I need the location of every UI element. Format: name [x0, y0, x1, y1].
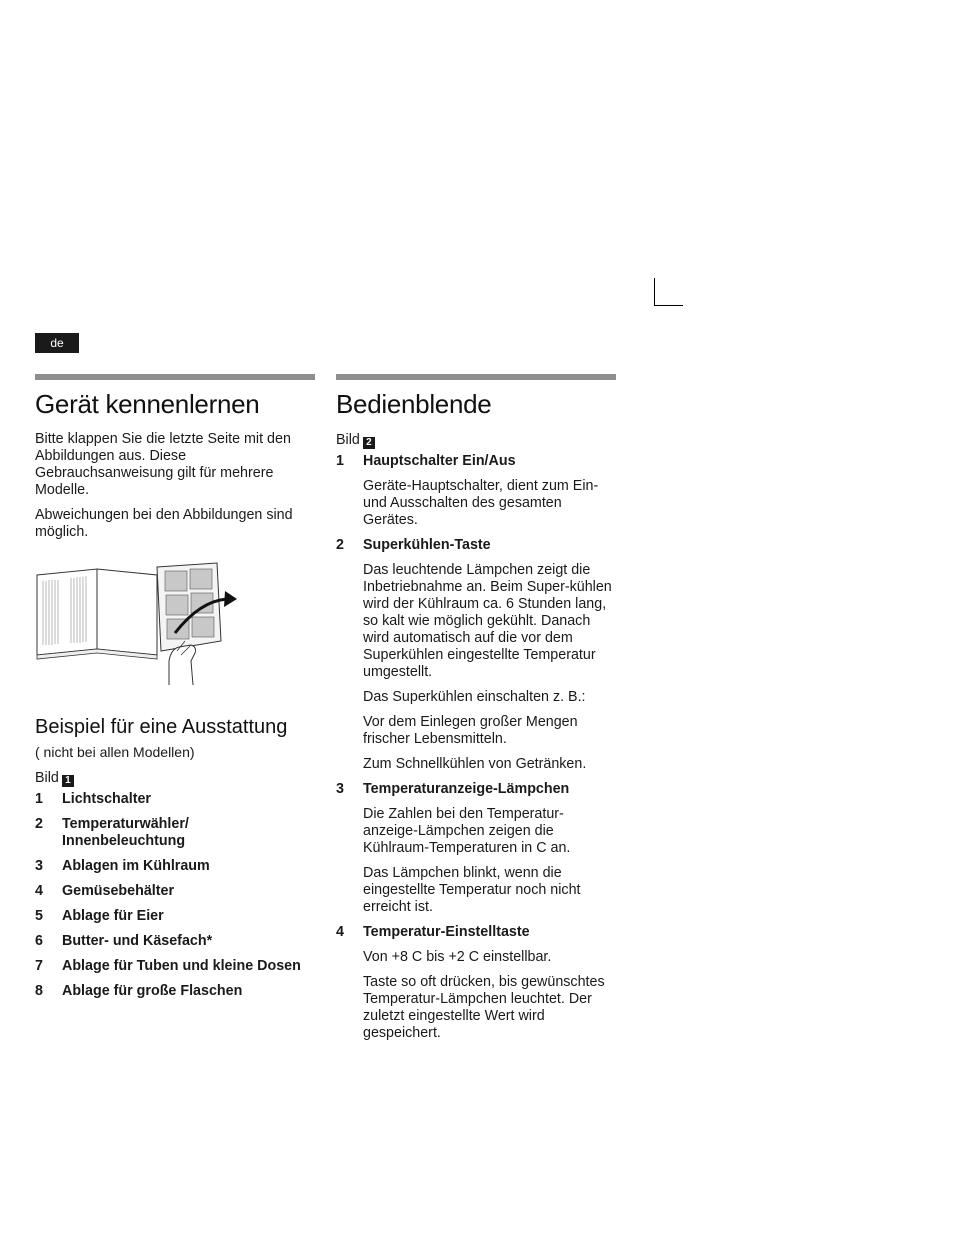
control-item-heading: 2 Superkühlen-Taste [336, 537, 491, 553]
figure-number-badge: 1 [62, 775, 74, 787]
section-title: Gerät kennenlernen [35, 389, 260, 419]
figure-number-badge: 2 [363, 437, 375, 449]
list-item: 6 Butter- und Käsefach* [35, 933, 213, 949]
control-item-heading: 4 Temperatur-Einstelltaste [336, 924, 530, 940]
control-item-description: Das Superkühlen einschalten z. B.: [363, 689, 586, 705]
equipment-list [35, 791, 315, 1000]
figure-reference [35, 769, 315, 787]
control-item-description: Von +8 C bis +2 C einstellbar. [363, 949, 552, 965]
control-item-description: Geräte-Hauptschalter, dient zum Ein- und Ausschalten des gesamten Gerätes. [363, 478, 599, 528]
control-item-heading: 3 Temperaturanzeige-Lämpchen [336, 781, 570, 797]
list-item: 7 Ablage für Tuben und kleine Dosen [35, 958, 301, 974]
crop-mark [654, 278, 683, 306]
list-item: 3 Ablagen im Kühlraum [35, 858, 210, 874]
control-item-description: Das Lämpchen blinkt, wenn die eingestellte Temperatur noch nicht erreicht ist. [363, 865, 581, 915]
list-item: 1 Lichtschalter [35, 791, 151, 807]
fold-out-page-illustration [35, 561, 245, 691]
control-item-heading: 1 Hauptschalter Ein/Aus [336, 453, 516, 469]
intro-paragraph: Abweichungen bei den Abbildungen sind möglich. [35, 507, 293, 540]
section-rule [35, 374, 315, 380]
subsection-title: Beispiel für eine Ausstattung [35, 716, 288, 738]
list-item: 4 Gemüsebehälter [35, 883, 175, 899]
section-geraet-kennenlernen [35, 374, 315, 1008]
control-item-description: Das leuchtende Lämpchen zeigt die Inbetriebnahme an. Beim Super-kühlen wird der Kühlraum ca. 6 Stunden lang, so kalt wie möglich gekühlt. Danach wird automatisch auf die vor dem Superkühlen eingestellte Temperatur umgestellt. [363, 562, 612, 680]
list-item: 5 Ablage für Eier [35, 908, 164, 924]
list-item: 2 Temperaturwähler/ Innenbeleuchtung [35, 816, 189, 849]
control-item-description: Zum Schnellkühlen von Getränken. [363, 756, 587, 772]
section-rule [336, 374, 616, 380]
control-item-description: Vor dem Einlegen großer Mengen frischer Lebensmitteln. [363, 714, 578, 747]
footnote-marker-note: ( nicht bei allen Modellen) [35, 744, 195, 760]
figure-label: Bild [35, 770, 59, 786]
figure-label: Bild [336, 432, 360, 448]
control-item-description: Taste so oft drücken, bis gewünschtes Temperatur-Lämpchen leuchtet. Der zuletzt eingestellte Wert wird gespeichert. [363, 974, 605, 1041]
figure-reference [336, 431, 616, 449]
section-bedienblende [336, 374, 616, 1050]
intro-paragraph: Bitte klappen Sie die letzte Seite mit den Abbildungen aus. Diese Gebrauchsanweisung gilt für mehrere Modelle. [35, 431, 291, 498]
control-item-description: Die Zahlen bei den Temperatur-anzeige-Lämpchen zeigen die Kühlraum-Temperaturen in C an. [363, 806, 571, 856]
language-badge: de [35, 333, 79, 353]
list-item: 8 Ablage für große Flaschen [35, 983, 243, 999]
section-title: Bedienblende [336, 389, 492, 419]
